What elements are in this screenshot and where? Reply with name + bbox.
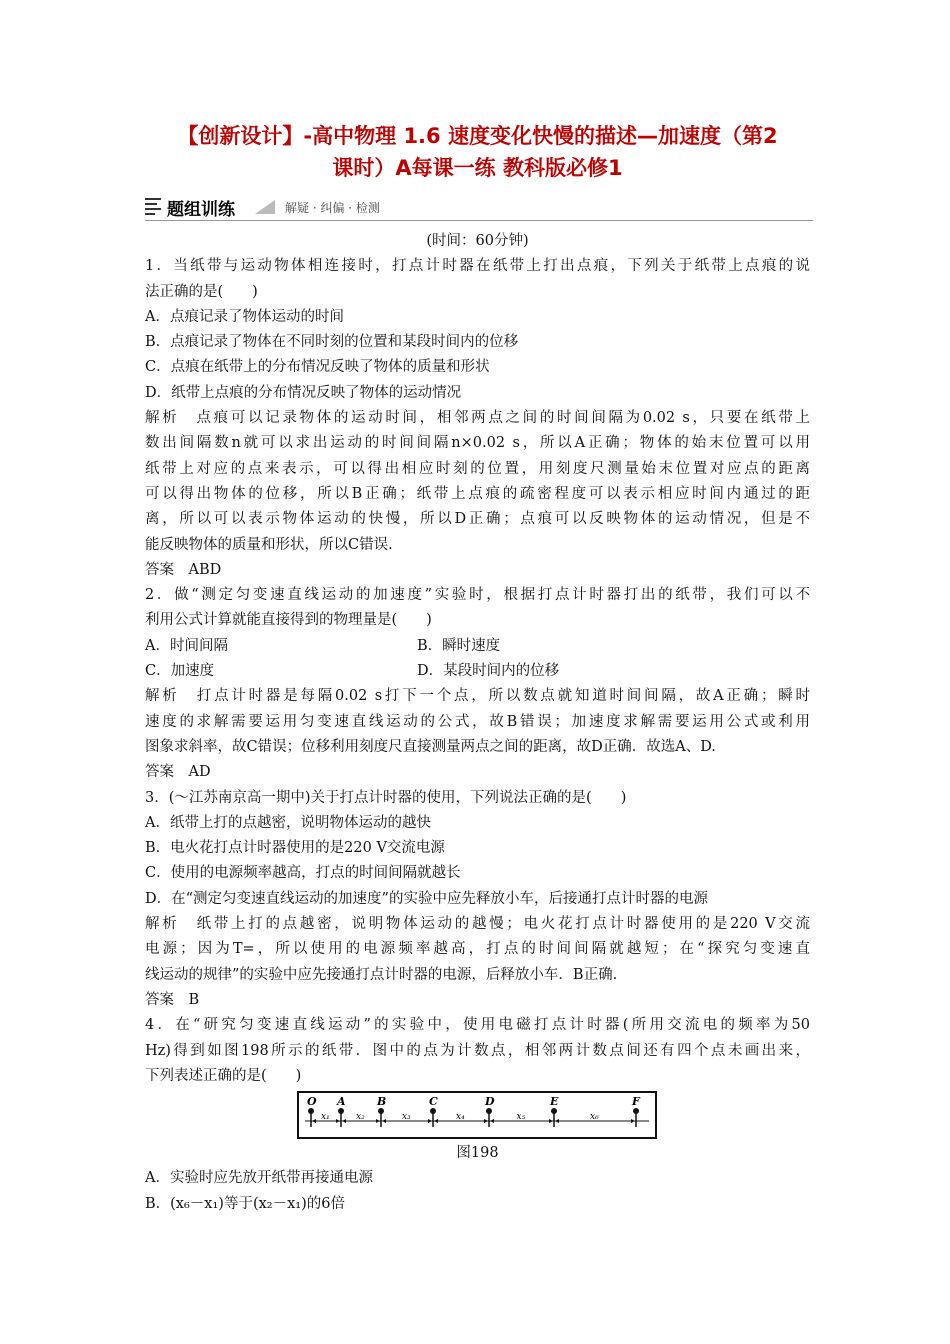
q4-stem-line-2: Hz)得到如图198所示的纸带．图中的点为计数点，相邻两计数点间还有四个点未画出来， (145, 1042, 810, 1059)
triangle-icon (255, 200, 275, 214)
q2-stem-line-2: 利用公式计算就能直接得到的物理量是( ) (145, 612, 432, 629)
tape-point-label-E: E (550, 1095, 559, 1109)
q2-explanation-line-2: 速度的求解需要运用匀变速直线运动的公式，故B错误；加速度求解需要运用公式或利用 (145, 713, 810, 730)
q1-explanation-line-3: 纸带上对应的点来表示，可以得出相应时刻的位置，用刻度尺测量始末位置对应点的距离 (145, 460, 810, 477)
q3-option-b: B．电火花打点计时器使用的是220 V交流电源 (145, 840, 445, 857)
tape-segment-label-1: x₁ (321, 1112, 330, 1123)
time-note: (时间：60分钟) (426, 233, 529, 249)
tape-point-label-A: A (337, 1095, 346, 1109)
q1-option-a: A．点痕记录了物体运动的时间 (145, 308, 344, 325)
q1-explanation-line-4: 可以得出物体的位移，所以B正确；纸带上点痕的疏密程度可以表示相应时间内通过的距 (145, 485, 810, 502)
q1-answer: 答案 ABD (145, 561, 222, 578)
section-title: 题组训练 (167, 200, 235, 220)
q1-explanation-line-5: 离，所以可以表示物体运动的快慢，所以D正确；点痕可以反映物体的运动情况，但是不 (145, 511, 810, 528)
q1-explanation-line-1: 解析 点痕可以记录物体的运动时间，相邻两点之间的时间间隔为0.02 s，只要在纸带上 (145, 410, 810, 427)
q1-explanation-line-2: 数出间隔数n就可以求出运动的时间间隔n×0.02 s，所以A正确；物体的始末位置可以用 (145, 435, 810, 452)
q2-explanation-line-1: 解析 打点计时器是每隔0.02 s打下一个点，所以数点就知道时间间隔，故A正确；瞬时 (145, 688, 810, 705)
q1-stem-line-2: 法正确的是( ) (145, 283, 258, 300)
section-header (145, 196, 813, 221)
tape-point-label-F: F (632, 1095, 640, 1109)
tape-segment-label-4: x₄ (456, 1112, 465, 1123)
tape-point-label-B: B (377, 1095, 387, 1109)
q4-stem-line-3: 下列表述正确的是( ) (145, 1067, 302, 1084)
q3-explanation-line-2: 电源；因为T=，所以使用的电源频率越高，打点的时间间隔就越短；在“探究匀变速直 (145, 941, 810, 958)
tape-segment-label-5: x₅ (516, 1112, 526, 1123)
tape-point-label-D: D (485, 1095, 495, 1109)
lines-icon (145, 198, 161, 214)
tape-figure (145, 1091, 810, 1141)
q3-explanation-line-1: 解析 纸带上打的点越密，说明物体运动的越慢；电火花打点计时器使用的是220 V交流 (145, 916, 810, 933)
figure-caption: 图198 (456, 1145, 499, 1162)
tape-point-label-C: C (429, 1095, 438, 1109)
q3-option-a: A．纸带上打的点越密，说明物体运动的越快 (145, 814, 431, 831)
tape-point-label-O: O (307, 1095, 317, 1109)
q2-options-row-2 (145, 659, 810, 684)
page-title-line-2: 课时）A每课一练 教科版必修1 (332, 156, 623, 180)
q3-explanation-line-3: 线运动的规律”的实验中应先接通打点计时器的电源，后释放小车．B正确. (145, 966, 618, 983)
q1-stem-line-1: 1．当纸带与运动物体相连接时，打点计时器在纸带上打出点痕，下列关于纸带上点痕的说 (145, 258, 810, 275)
q2-stem-line-1: 2．做“测定匀变速直线运动的加速度”实验时，根据打点计时器打出的纸带，我们可以不 (145, 587, 810, 604)
q3-option-c: C．使用的电源频率越高，打点的时间间隔就越长 (145, 865, 461, 882)
q2-option-d: D．某段时间内的位移 (417, 663, 560, 680)
q2-options-row-1 (145, 634, 810, 659)
document-body (145, 229, 810, 1217)
q2-option-c: C．加速度 (145, 663, 215, 680)
q4-stem-line-1: 4．在“研究匀变速直线运动”的实验中，使用电磁打点计时器(所用交流电的频率为50 (145, 1017, 810, 1034)
q2-explanation-line-3: 图象求斜率，故C错误；位移利用刻度尺直接测量两点之间的距离，故D正确．故选A、D. (145, 738, 716, 755)
q4-option-a: A．实验时应先放开纸带再接通电源 (145, 1170, 373, 1187)
q4-option-b: B．(x₆－x₁)等于(x₂－x₁)的6倍 (145, 1195, 345, 1212)
q1-option-c: C．点痕在纸带上的分布情况反映了物体的质量和形状 (145, 359, 490, 376)
q1-explanation-line-6: 能反映物体的质量和形状，所以C错误. (145, 536, 393, 553)
page-title-line-1: 【创新设计】-高中物理 1.6 速度变化快慢的描述—加速度（第2 (177, 124, 778, 148)
tape-segment-label-2: x₂ (356, 1112, 365, 1123)
q1-option-d: D．纸带上点痕的分布情况反映了物体的运动情况 (145, 384, 462, 401)
page-title (145, 120, 810, 184)
q2-answer: 答案 AD (145, 764, 211, 781)
q2-option-a: A．时间间隔 (145, 637, 228, 654)
q3-stem: 3．(～江苏南京高一期中)关于打点计时器的使用，下列说法正确的是( ) (145, 789, 627, 806)
section-subtitle: 解疑 · 纠偏 · 检测 (285, 201, 380, 215)
ticker-tape-diagram (297, 1091, 657, 1139)
q1-option-b: B．点痕记录了物体在不同时刻的位置和某段时间内的位移 (145, 334, 519, 351)
q3-answer: 答案 B (145, 991, 200, 1008)
tape-segment-label-6: x₆ (590, 1112, 599, 1123)
q3-option-d: D．在“测定匀变速直线运动的加速度”的实验中应先释放小车，后接通打点计时器的电源 (145, 890, 708, 907)
q2-option-b: B．瞬时速度 (417, 637, 501, 654)
tape-segment-label-3: x₃ (402, 1112, 411, 1123)
